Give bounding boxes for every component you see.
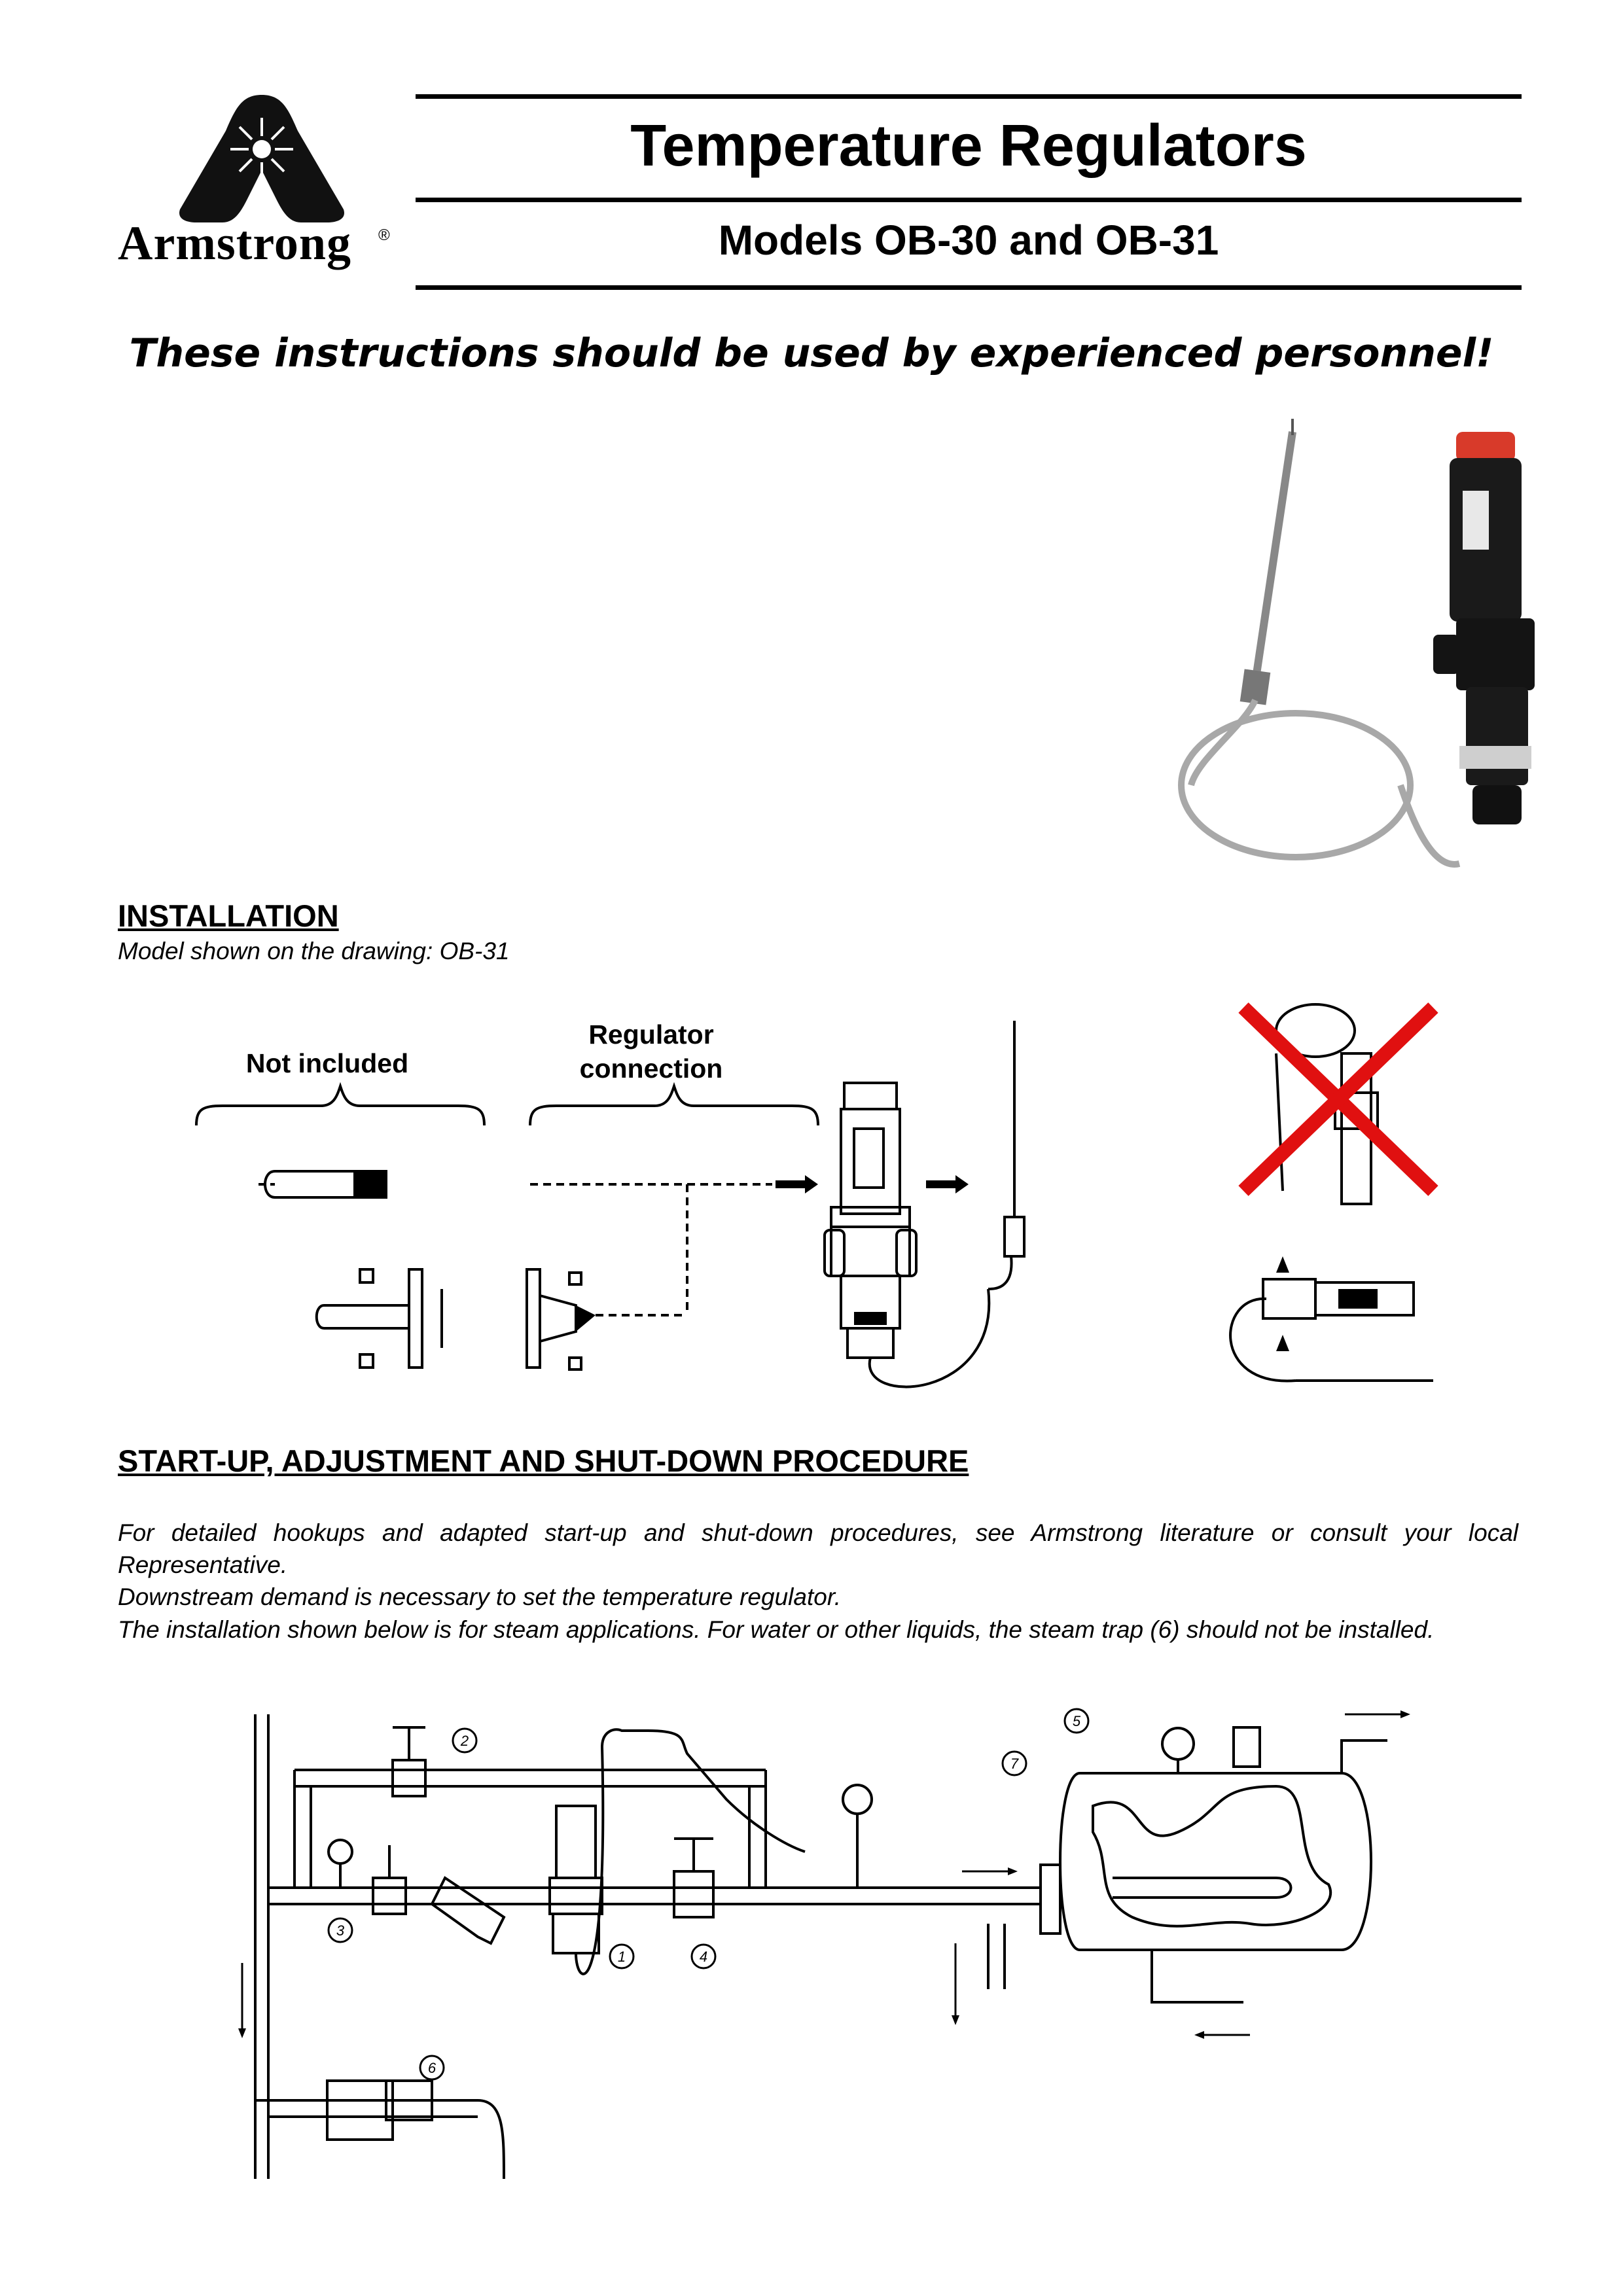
procedure-line-2: Downstream demand is necessary to set the temperature regulator. — [118, 1583, 842, 1610]
callout-6: 6 — [427, 2060, 437, 2076]
incorrect-installation-figure — [1230, 995, 1446, 1210]
product-photo — [1158, 419, 1525, 890]
page-subtitle: Models OB-30 and OB-31 — [718, 217, 1219, 264]
warning-banner: These instructions should be used by experienced personnel! — [129, 330, 1494, 376]
callout-3: 3 — [336, 1922, 345, 1939]
piping-diagram — [229, 1701, 1440, 2185]
header-rule-bottom — [416, 285, 1522, 290]
callout-7: 7 — [1010, 1756, 1019, 1772]
callout-4: 4 — [699, 1949, 708, 1965]
procedure-line-3: The installation shown below is for steam applications. For water or other liquids, the steam trap (6) should not be installed. — [118, 1616, 1435, 1643]
callout-1: 1 — [617, 1949, 626, 1965]
logo-mark-icon — [177, 92, 347, 229]
callout-2: 2 — [460, 1733, 469, 1749]
procedure-paragraph: For detailed hookups and adapted start-up and shut-down procedures, see Armstrong literature or consult your local Representative. — [118, 1519, 1518, 1578]
regulator-label-line1: Regulator — [588, 1019, 714, 1050]
installation-caption: Model shown on the drawing: OB-31 — [118, 938, 510, 964]
header-rule-top — [416, 94, 1522, 99]
procedure-heading: START-UP, ADJUSTMENT AND SHUT-DOWN PROCEDURE — [118, 1443, 969, 1478]
horizontal-installation-figure — [1217, 1243, 1440, 1400]
registered-mark: ® — [378, 226, 390, 244]
callout-5: 5 — [1072, 1713, 1081, 1729]
not-included-label: Not included — [245, 1048, 409, 1078]
brand-wordmark: Armstrong — [118, 217, 352, 270]
regulator-label-line2: connection — [579, 1053, 723, 1084]
header-rule-middle — [416, 198, 1522, 202]
page-title: Temperature Regulators — [630, 113, 1307, 179]
installation-heading: INSTALLATION — [118, 898, 339, 933]
